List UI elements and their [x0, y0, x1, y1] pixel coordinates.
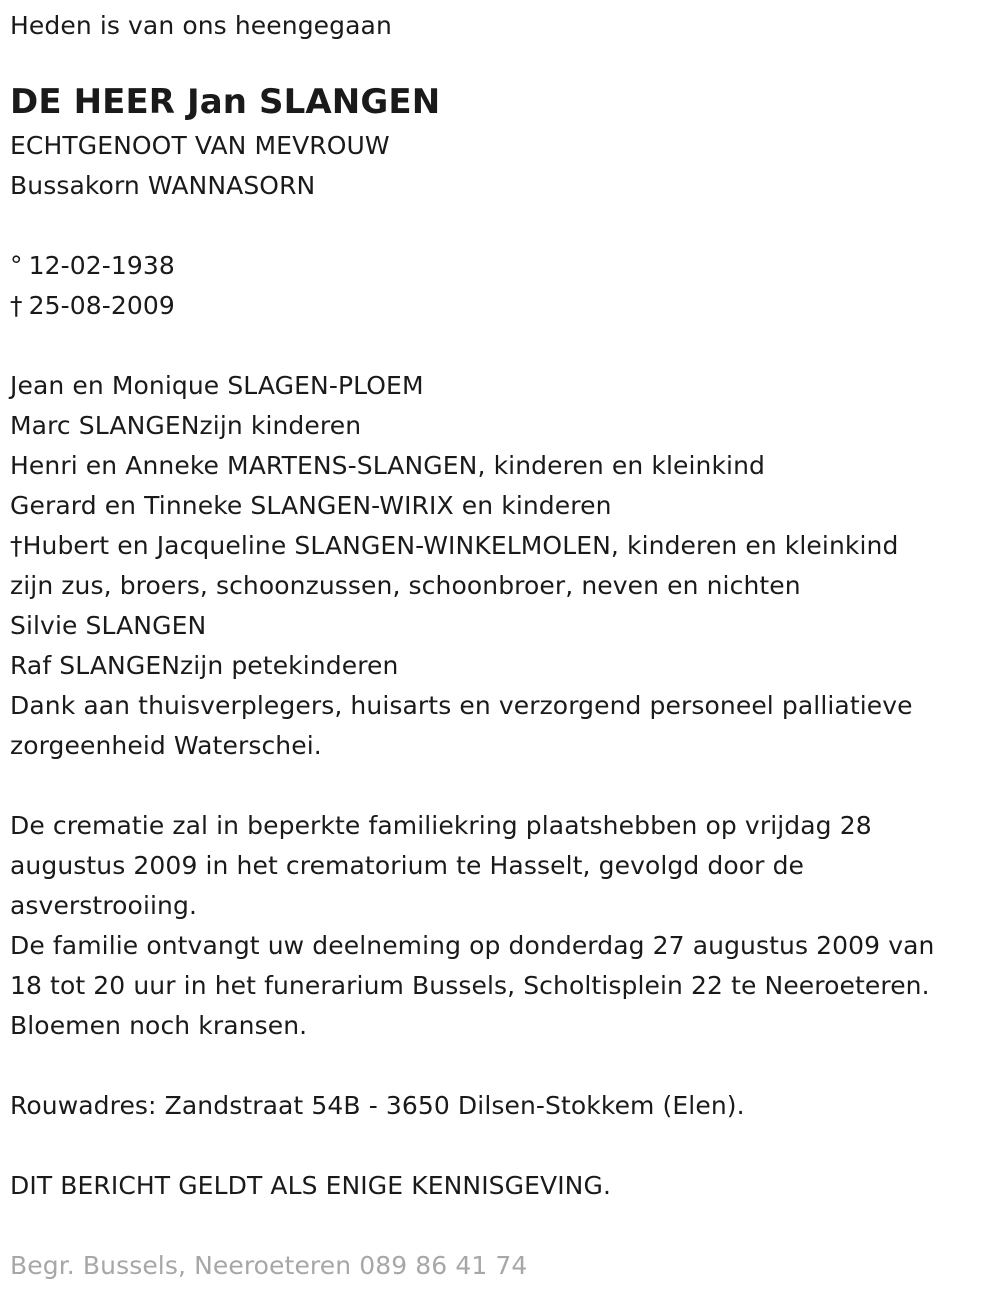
ceremony-line: De familie ontvangt uw deelneming op donderdag 27 augustus 2009 van — [10, 931, 935, 960]
spouse-name: Bussakorn WANNASORN — [10, 171, 316, 200]
notice-text: DIT BERICHT GELDT ALS ENIGE KENNISGEVING. — [10, 1171, 611, 1200]
ceremony-paragraph — [10, 806, 995, 1046]
family-list — [10, 366, 995, 766]
birth-line — [10, 246, 995, 286]
mourning-address: Rouwadres: Zandstraat 54B - 3650 Dilsen-Stokkem (Elen). — [10, 1091, 745, 1120]
ceremony-line: asverstrooiing. — [10, 891, 197, 920]
family-line: Gerard en Tinneke SLANGEN-WIRIX en kinderen — [10, 491, 612, 520]
ceremony-line: De crematie zal in beperkte familiekring plaatshebben op vrijdag 28 — [10, 811, 872, 840]
family-line: Jean en Monique SLAGEN-PLOEM — [10, 371, 424, 400]
spouse-label: ECHTGENOOT VAN MEVROUW — [10, 131, 390, 160]
deceased-name: DE HEER Jan SLANGEN — [10, 82, 441, 122]
family-line: Marc SLANGENzijn kinderen — [10, 411, 362, 440]
thanks-line: Dank aan thuisverplegers, huisarts en verzorgend personeel palliatieve — [10, 691, 913, 720]
ceremony-line: Bloemen noch kransen. — [10, 1011, 308, 1040]
family-line: Henri en Anneke MARTENS-SLANGEN, kinderen en kleinkind — [10, 451, 765, 480]
dates-block — [10, 246, 995, 326]
thanks-line: zorgeenheid Waterschei. — [10, 731, 322, 760]
family-line: †Hubert en Jacqueline SLANGEN-WINKELMOLEN, kinderen en kleinkind — [10, 531, 899, 560]
birth-symbol: ° — [10, 251, 23, 280]
family-line: zijn zus, broers, schoonzussen, schoonbroer, neven en nichten — [10, 571, 801, 600]
intro-text: Heden is van ons heengegaan — [10, 11, 392, 40]
obituary-notice — [10, 6, 995, 1286]
family-line: Silvie SLANGEN — [10, 611, 207, 640]
birth-date: 12-02-1938 — [28, 251, 175, 280]
family-line: Raf SLANGENzijn petekinderen — [10, 651, 399, 680]
death-date: 25-08-2009 — [28, 291, 175, 320]
ceremony-line: augustus 2009 in het crematorium te Hasselt, gevolgd door de — [10, 851, 805, 880]
death-line — [10, 286, 995, 326]
funeral-director-footer: Begr. Bussels, Neeroeteren 089 86 41 74 — [10, 1251, 528, 1280]
cross-icon: † — [10, 291, 23, 320]
ceremony-line: 18 tot 20 uur in het funerarium Bussels, Scholtisplein 22 te Neeroeteren. — [10, 971, 930, 1000]
